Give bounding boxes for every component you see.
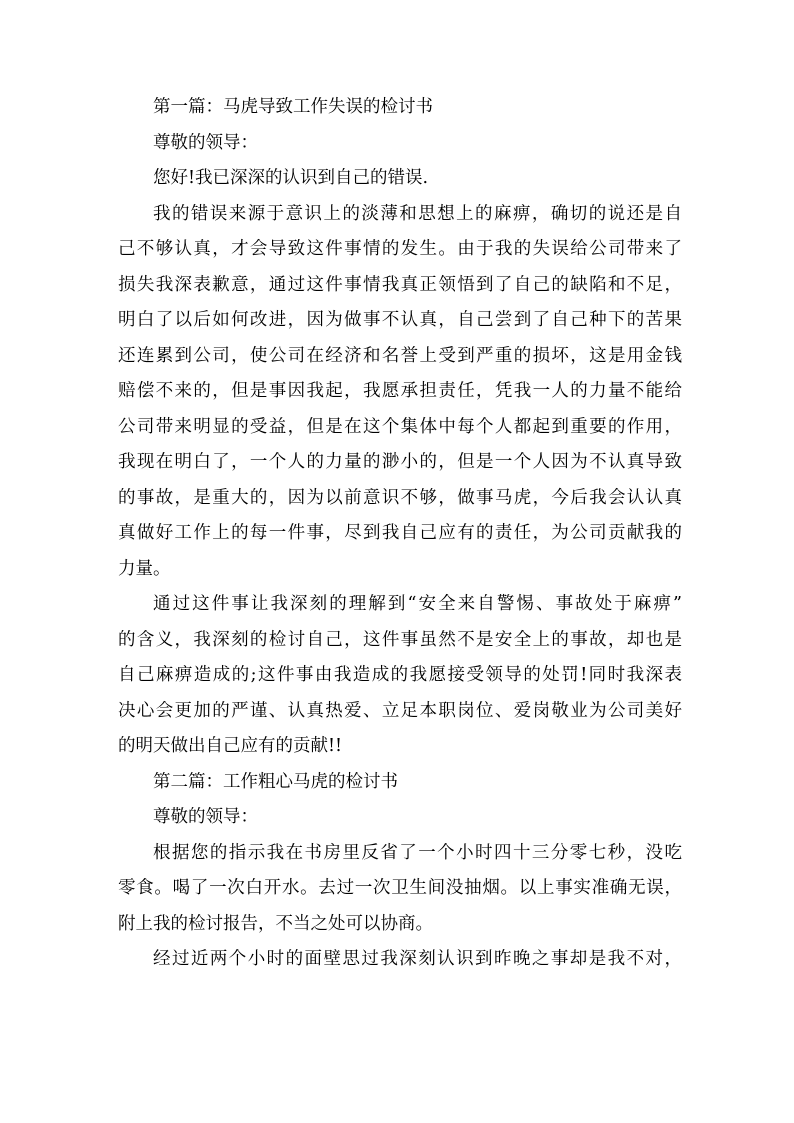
text-line: 己不够认真，才会导致这件事情的发生。由于我的失误给公司带来了 — [118, 239, 682, 259]
text-line: 通过这件事让我深刻的理解到“安全来自警惕、事故处于麻痹” — [153, 594, 682, 614]
text-line: 还连累到公司，使公司在经济和名誉上受到严重的损坏，这是用金钱 — [118, 345, 682, 366]
text-line: 尊敬的领导： — [153, 807, 258, 827]
text-line: 您好!我已深深的认识到自己的错误. — [153, 168, 429, 188]
document-body — [118, 90, 682, 978]
text-line: 我现在明白了，一个人的力量的渺小的，但是一个人因为不认真导致 — [118, 452, 682, 472]
text-line: 第二篇：工作粗心马虎的检讨书 — [153, 771, 398, 792]
text-line: 附上我的检讨报告，不当之处可以协商。 — [118, 913, 433, 934]
text-line: 自己麻痹造成的;这件事由我造成的我愿接受领导的处罚!同时我深表 — [118, 665, 682, 685]
text-line: 的明天做出自己应有的贡献!! — [118, 736, 343, 756]
text-line: 第一篇：马虎导致工作失误的检讨书 — [153, 97, 433, 117]
text-line: 真做好工作上的每一件事，尽到我自己应有的责任，为公司贡献我的 — [118, 523, 682, 543]
text-line: 公司带来明显的受益，但是在这个集体中每个人都起到重要的作用， — [118, 416, 682, 437]
text-line: 损失我深表歉意，通过这件事情我真正领悟到了自己的缺陷和不足， — [118, 274, 682, 295]
text-line: 尊敬的领导： — [153, 132, 258, 153]
text-line: 力量。 — [118, 558, 171, 579]
text-line: 决心会更加的严谨、认真热爱、立足本职岗位、爱岗敬业为公司美好 — [118, 700, 682, 721]
text-line: 我的错误来源于意识上的淡薄和思想上的麻痹，确切的说还是自 — [153, 203, 682, 224]
text-line: 根据您的指示我在书房里反省了一个小时四十三分零七秒，没吃 — [153, 842, 682, 863]
text-line: 赔偿不来的，但是事因我起，我愿承担责任，凭我一人的力量不能给 — [118, 381, 682, 401]
text-line: 经过近两个小时的面壁思过我深刻认识到昨晚之事却是我不对， — [153, 949, 682, 969]
text-line: 的事故，是重大的，因为以前意识不够，做事马虎，今后我会认认真 — [118, 487, 682, 508]
text-line: 零食。喝了一次白开水。去过一次卫生间没抽烟。以上事实准确无误， — [118, 878, 682, 898]
text-line: 的含义，我深刻的检讨自己，这件事虽然不是安全上的事故，却也是 — [118, 629, 682, 650]
text-line: 明白了以后如何改进，因为做事不认真，自己尝到了自己种下的苦果 — [118, 310, 682, 330]
